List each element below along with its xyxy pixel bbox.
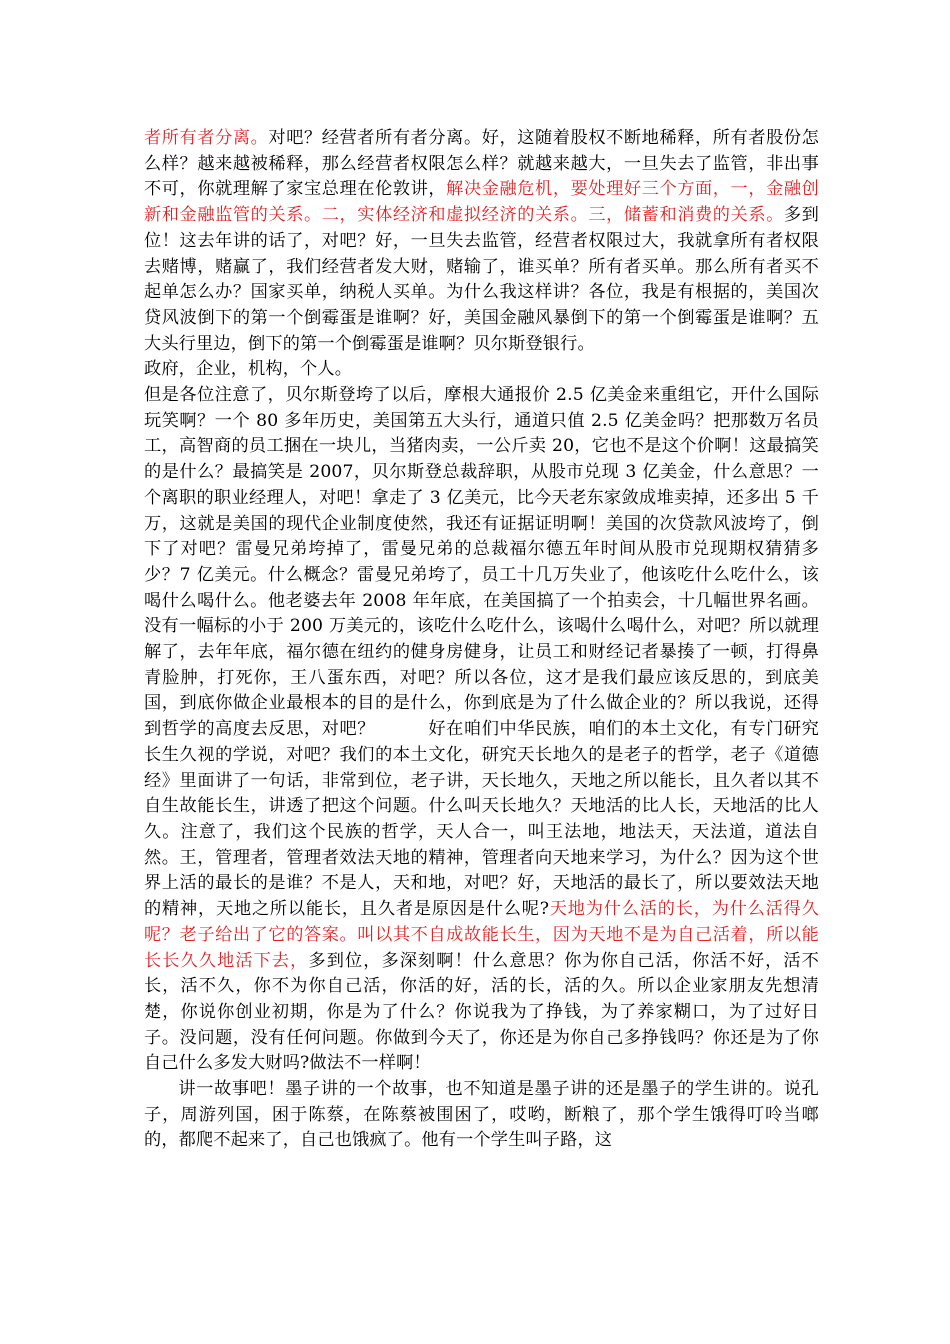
- document-body: [144, 126, 819, 1154]
- body-text: 政府，企业，机构，个人。: [144, 359, 353, 380]
- paragraph-1: [144, 126, 819, 357]
- paragraph-2: [144, 357, 819, 383]
- paragraph-3: [144, 383, 819, 1077]
- body-text: 讲一故事吧！墨子讲的一个故事，也不知道是墨子讲的还是墨子的学生讲的。说孔子，周游列国，困于陈蔡，在陈蔡被围困了，哎哟，断粮了，那个学生饿得叮呤当啷的，都爬不起来了，自己也饿疯了。他有一个学生叫子路，这: [144, 1079, 819, 1151]
- highlighted-text: 天地为什么活的长，为什么活得久呢？老子给出了它的答案。叫以其不自成故能长生，因为天地不是为自己活着，所以能长长久久地活下去，: [144, 899, 819, 971]
- body-text: 多到位！这去年讲的话了，对吧？好，一旦失去监管，经营者权限过大，我就拿所有者权限去赌博，赌赢了，我们经营者发大财，赌输了，谁买单？所有者买单。那么所有者买不起单怎么办？国家买单，纳税人买单。为什么我这样讲？各位，我是有根据的，美国次贷风波倒下的第一个倒霉蛋是谁啊？好，美国金融风暴倒下的第一个倒霉蛋是谁啊？五大头行里边，倒下的第一个倒霉蛋是谁啊？贝尔斯登银行。: [144, 205, 819, 354]
- body-text: 对吧？经营者所有者分离。好，这随着股权不断地稀释，所有者股份怎么样？越来越被稀释，那么经营者权限怎么样？就越来越大，一旦失去了监管，非出事不可，你就理解了家宝总理在伦敦讲，: [144, 128, 819, 200]
- body-text: 多到位，多深刻啊！什么意思？你为你自己活，你活不好，活不长，活不久，你不为你自己活，你活的好，活的长，活的久。所以企业家朋友先想清楚，你说你创业初期，你是为了什么？你说我为了挣钱，为了养家糊口，为了过好日子。没问题，没有任何问题。你做到今天了，你还是为你自己多挣钱吗？你还是为了你自己什么多发大财吗?做法不一样啊！: [144, 950, 819, 1074]
- paragraph-4: [144, 1077, 819, 1154]
- highlighted-text: 者所有者分离。: [144, 128, 269, 148]
- body-text: 但是各位注意了，贝尔斯登垮了以后，摩根大通报价 2.5 亿美金来重组它，开什么国际玩笑啊？一个 80 多年历史，美国第五大头行，通道只值 2.5 亿美金吗？把那数万名员工，高智商的员工捆在一块儿，当猪肉卖，一公斤卖 20，它也不是这个价啊！这最搞笑的是什么？最搞笑是 2007，贝尔斯登总裁辞职，从股市兑现 3 亿美金，什么意思？一个离职的职业经理人，对吧！拿走了 3 亿美元，比今天老东家敛成堆卖掉，还多出 5 千万，这就是美国的现代企业制度使然，我还有证据证明啊！美国的次贷款风波垮了，倒下了对吧？雷曼兄弟垮掉了，雷曼兄弟的总裁福尔德五年时间从股市兑现期权猜猜多少？7 亿美元。什么概念？雷曼兄弟垮了，员工十几万失业了，他该吃什么吃什么，该喝什么喝什么。他老婆去年 2008 年年底，在美国搞了一个拍卖会，十几幅世界名画。没有一幅标的小于 200 万美元的，该吃什么吃什么，该喝什么喝什么，对吧？所以就理解了，去年年底，福尔德在纽约的健身房健身，让员工和财经记者暴揍了一顿，打得鼻青脸肿，打死你，王八蛋东西，对吧？所以各位，这才是我们最应该反思的，到底美国，到底你做企业最根本的目的是什么，你到底是为了什么做企业的？所以我说，还得到哲学的高度去反思，对吧？ 好在咱们中华民族，咱们的本土文化，有专门研究长生久视的学说，对吧？我们的本土文化，研究天长地久的是老子的哲学，老子《道德经》里面讲了一句话，非常到位，老子讲，天长地久，天地之所以能长，且久者以其不自生故能长生，讲透了把这个问题。什么叫天长地久？天地活的比人长，天地活的比人久。注意了，我们这个民族的哲学，天人合一，叫王法地，地法天，天法道，道法自然。王，管理者，管理者效法天地的精神，管理者向天地来学习，为什么？因为这个世界上活的最长的是谁？不是人，天和地，对吧？好，天地活的最长了，所以要效法天地的精神，天地之所以能长，且久者是原因是什么呢?: [144, 385, 819, 920]
- highlighted-text: 解决金融危机，要处理好三个方面，一，金融创新和金融监管的关系。二，实体经济和虚拟经济的关系。三，储蓄和消费的关系。: [144, 179, 819, 226]
